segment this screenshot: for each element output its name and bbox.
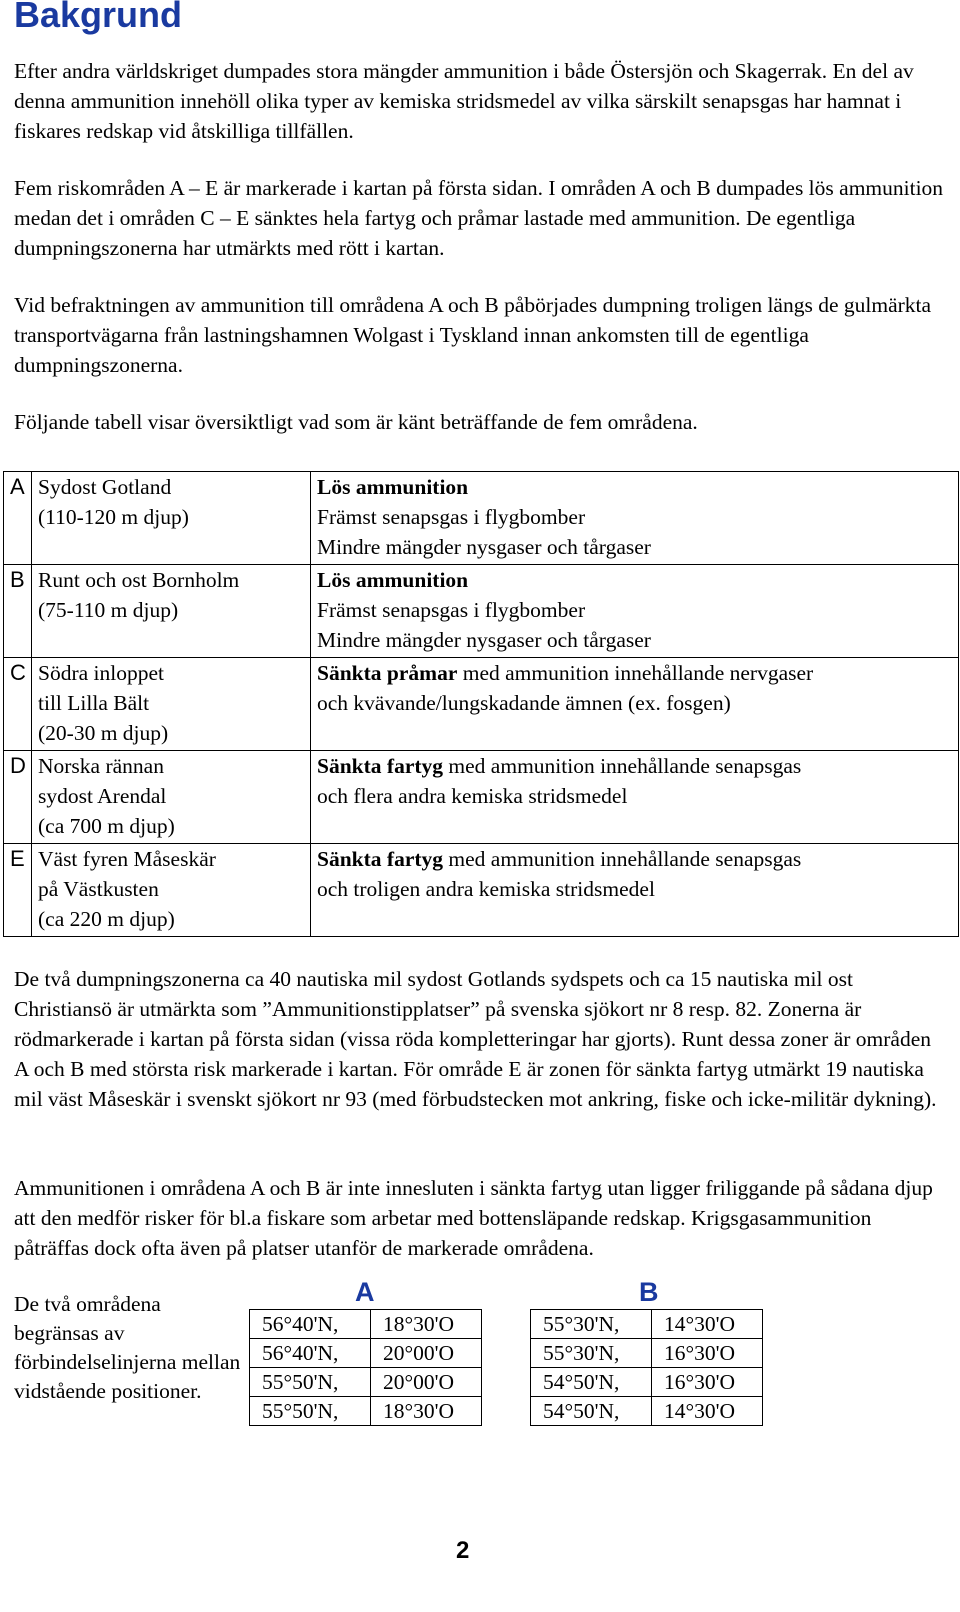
latitude: 56°40'N, [250,1310,371,1339]
latitude: 54°50'N, [531,1368,652,1397]
area-description: Sänkta pråmar med ammunition innehållande nervgaser och kvävande/lungskadande ämnen (ex. fosgen) [311,658,959,751]
table-row [531,1339,763,1368]
longitude: 14°30'O [652,1397,763,1426]
longitude: 18°30'O [371,1397,482,1426]
longitude: 20°00'O [371,1368,482,1397]
paragraph-risk-note: Ammunitionen i områdena A och B är inte innesluten i sänkta fartyg utan ligger friliggande på sådana djup att den medför risker för bl.a fiskare som arbetar med bottensläpande redskap. Krigsgasammunition påträffas dock ofta även på platser utanför de markerade områdena. [14,1176,933,1260]
latitude: 56°40'N, [250,1339,371,1368]
area-description: Lös ammunition Främst senapsgas i flygbomber Mindre mängder nysgaser och tårgaser [311,472,959,565]
area-letter: B [4,565,32,658]
table-row [4,658,959,751]
paragraph-dump-zones: De två dumpningszonerna ca 40 nautiska mil sydost Gotlands sydspets och ca 15 nautiska mil ost Christiansö är utmärkta som ”Ammunitionstipplatser” på svenska sjökort nr 8 resp. 82. Zonerna är rödmarkerade i kartan på första sidan (vissa röda kompletteringar har gjorts). Runt dessa zoner är områden A och B med största risk markerade i kartan. För område E är zonen för sänkta fartyg utmärkt 19 nautiska mil väst Måseskär i svenskt sjökort nr 93 (med förbudstecken mot ankring, fiske och icke-militär dykning). [14,967,937,1111]
area-description: Sänkta fartyg med ammunition innehållande senapsgas och flera andra kemiska stridsmedel [311,751,959,844]
longitude: 16°30'O [652,1368,763,1397]
area-letter: C [4,658,32,751]
table-row [250,1397,482,1426]
longitude: 18°30'O [371,1310,482,1339]
table-row [250,1339,482,1368]
table-row [4,751,959,844]
area-location: Södra inloppet till Lilla Bält (20-30 m djup) [32,658,311,751]
coord-table-a [249,1309,482,1426]
area-letter: E [4,844,32,937]
areas-table [3,471,959,937]
paragraph-intro: Efter andra världskriget dumpades stora mängder ammunition i både Östersjön och Skagerrak. En del av denna ammunition innehöll olika typer av kemiska stridsmedel av vilka särskilt senapsgas har hamnat i fiskares redskap vid åtskilliga tillfällen. [14,59,914,143]
table-row [531,1368,763,1397]
longitude: 16°30'O [652,1339,763,1368]
longitude: 14°30'O [652,1310,763,1339]
coordinates-caption: De två områdena begränsas av förbindelselinjerna mellan vidstående positioner. [14,1292,241,1403]
paragraph-table-intro: Följande tabell visar översiktligt vad som är känt beträffande de fem områdena. [14,410,698,434]
longitude: 20°00'O [371,1339,482,1368]
area-location: Norska rännan sydost Arendal (ca 700 m djup) [32,751,311,844]
paragraph-transport: Vid befraktningen av ammunition till områdena A och B påbörjades dumpning troligen längs de gulmärkta transportvägarna från lastningshamnen Wolgast i Tyskland innan ankomsten till de egentliga dumpningszonerna. [14,293,932,377]
table-row [250,1310,482,1339]
table-row [4,472,959,565]
latitude: 55°50'N, [250,1397,371,1426]
table-row [250,1368,482,1397]
area-location: Sydost Gotland (110-120 m djup) [32,472,311,565]
area-letter: A [4,472,32,565]
page-number: 2 [456,1537,470,1564]
latitude: 55°50'N, [250,1368,371,1397]
latitude: 55°30'N, [531,1310,652,1339]
coord-table-a-title: A [355,1277,375,1307]
table-row [4,844,959,937]
coord-table-b [530,1309,763,1426]
table-row [531,1397,763,1426]
area-location: Runt och ost Bornholm (75-110 m djup) [32,565,311,658]
paragraph-risk-areas: Fem riskområden A – E är markerade i kartan på första sidan. I områden A och B dumpades lös ammunition medan det i områden C – E sänktes hela fartyg och pråmar lastade med ammunition. De egentliga dumpningszonerna har utmärkts med rött i kartan. [14,176,944,260]
coord-table-b-title: B [639,1277,659,1307]
page-heading: Bakgrund [14,0,183,35]
area-description: Lös ammunition Främst senapsgas i flygbomber Mindre mängder nysgaser och tårgaser [311,565,959,658]
area-description: Sänkta fartyg med ammunition innehållande senapsgas och troligen andra kemiska stridsmedel [311,844,959,937]
table-row [531,1310,763,1339]
latitude: 54°50'N, [531,1397,652,1426]
area-letter: D [4,751,32,844]
latitude: 55°30'N, [531,1339,652,1368]
area-location: Väst fyren Måseskär på Västkusten (ca 220 m djup) [32,844,311,937]
table-row [4,565,959,658]
